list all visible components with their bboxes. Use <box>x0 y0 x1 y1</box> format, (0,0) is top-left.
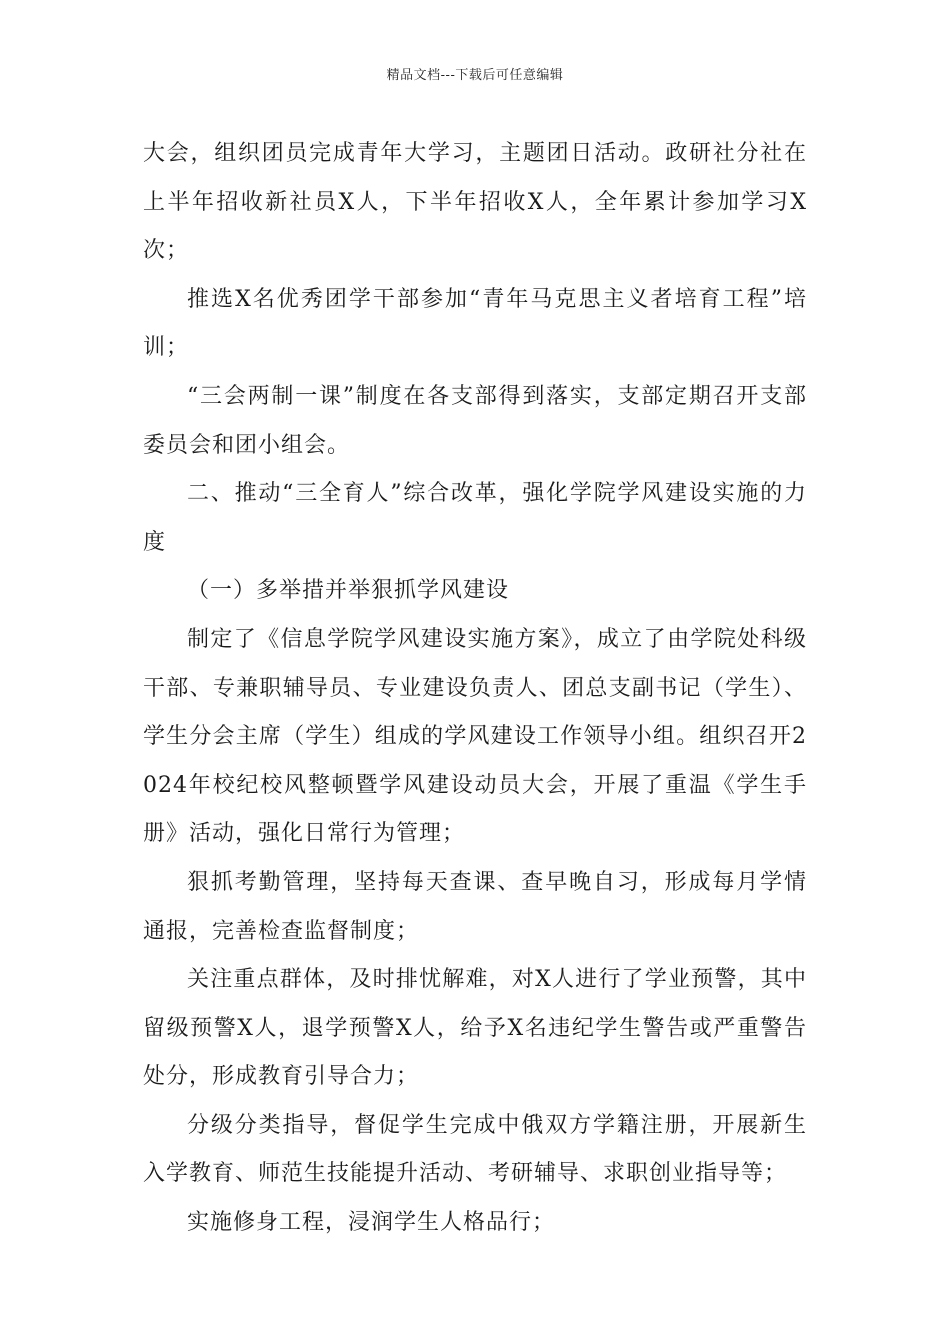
paragraph-continuation: 大会，组织团员完成青年大学习，主题团日活动。政研社分社在上半年招收新社员X人，下半年招收X人，全年累计参加学习X次； <box>143 141 807 264</box>
paragraph-cadre-selection: 推选X名优秀团学干部参加“青年马克思主义者培育工程”培训； <box>143 286 807 361</box>
page-header: 精品文档---下载后可任意编辑 <box>386 68 564 83</box>
paragraph-plan: 制定了《信息学院学风建设实施方案》，成立了由学院处科级干部、专兼职辅导员、专业建设负责人、团总支副书记（学生）、学生分会主席（学生）组成的学风建设工作领导小组。组织召开2024年校纪校风整顿暨学风建设动员大会，开展了重温《学生手册》活动，强化日常行为管理； <box>143 626 807 847</box>
section-heading: 二、推动“三全育人”综合改革，强化学院学风建设实施的力度 <box>143 481 807 555</box>
paragraph-key-groups: 关注重点群体，及时排忧解难，对X人进行了学业预警，其中留级预警X人，退学预警X人，给予X名违纪学生警告或严重警告处分，形成教育引导合力； <box>143 967 807 1090</box>
paragraph-self-cultivation: 实施修身工程，浸润学生人格品行； <box>187 1210 556 1236</box>
paragraph-guidance: 分级分类指导，督促学生完成中俄双方学籍注册，开展新生入学教育、师范生技能提升活动、考研辅导、求职创业指导等； <box>143 1112 807 1187</box>
subsection-heading: （一）多举措并举狠抓学风建设 <box>187 578 510 604</box>
paragraph-attendance: 狠抓考勤管理，坚持每天查课、查早晚自习，形成每月学情通报，完善检查监督制度； <box>143 869 807 944</box>
document-body <box>143 130 807 1248</box>
paragraph-three-meetings: “三会两制一课”制度在各支部得到落实，支部定期召开支部委员会和团小组会。 <box>143 383 807 458</box>
